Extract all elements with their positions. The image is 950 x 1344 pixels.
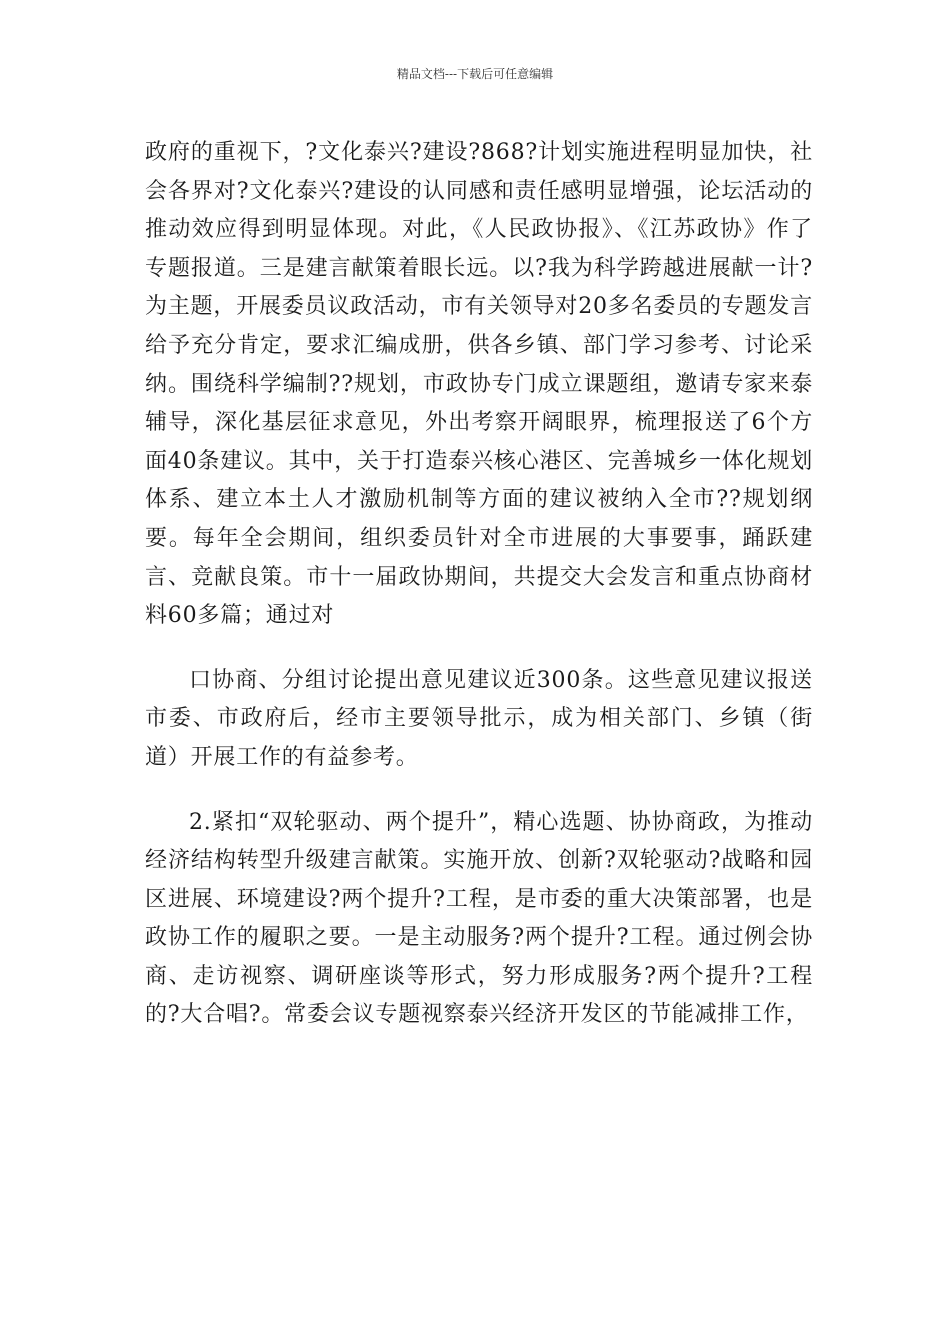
paragraph-continuation: 政府的重视下，?文化泰兴?建设?868?计划实施进程明显加快，社会各界对?文化泰兴?建设的认同感和责任感明显增强，论坛活动的推动效应得到明显体现。对此，《人民政协报》、《江苏政协》作了专题报道。三是建言献策着眼长远。以?我为科学跨越进展献一计?为主题，开展委员议政活动，市有关领导对20多名委员的专题发言给予充分肯定，要求汇编成册，供各乡镇、部门学习参考、讨论采纳。围绕科学编制??规划，市政协专门成立课题组，邀请专家来泰辅导，深化基层征求意见，外出考察开阔眼界，梳理报送了6个方面40条建议。其中，关于打造泰兴核心港区、完善城乡一体化规划体系、建立本土人才激励机制等方面的建议被纳入全市??规划纲要。每年全会期间，组织委员针对全市进展的大事要事，踊跃建言、竞献良策。市十一届政协期间，共提交大会发言和重点协商材料60多篇；通过对 [145, 140, 813, 629]
paragraph-section-2: 2.紧扣“双轮驱动、两个提升”，精心选题、协协商政，为推动经济结构转型升级建言献策。实施开放、创新?双轮驱动?战略和园区进展、环境建设?两个提升?工程，是市委的重大决策部署，也是政协工作的履职之要。一是主动服务?两个提升?工程。通过例会协商、走访视察、调研座谈等形式，努力形成服务?两个提升?工程的?大合唱?。常委会议专题视察泰兴经济开发区的节能减排工作， [145, 809, 813, 1028]
page-header: 精品文档---下载后可任意编辑 [396, 67, 554, 81]
paragraph-consultation: 口协商、分组讨论提出意见建议近300条。这些意见建议报送市委、市政府后，经市主要领导批示，成为相关部门、乡镇（街道）开展工作的有益参考。 [145, 667, 813, 770]
document-body [145, 134, 813, 1035]
